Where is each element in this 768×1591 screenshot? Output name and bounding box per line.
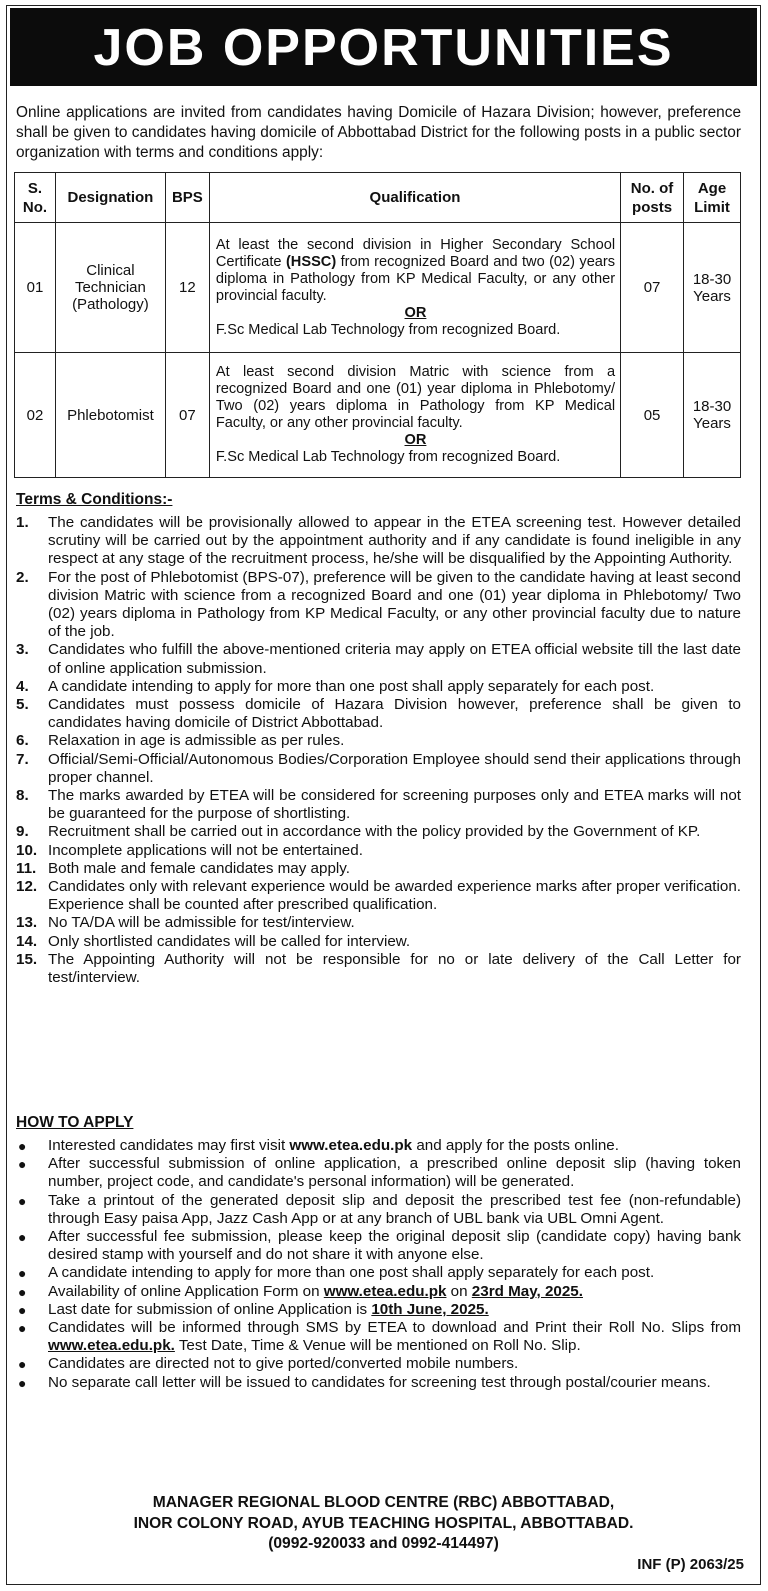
or-separator: OR [404,432,427,448]
bullet-icon: ● [18,1374,27,1391]
list-item: 15. The Appointing Authority will not be responsible for no or late delivery of the Call Letter for test/interview. [16,950,741,987]
how-to-apply-heading: HOW TO APPLY [16,1114,134,1131]
cell-sno: 01 [15,223,56,353]
website-link[interactable]: www.etea.edu.pk [289,1137,413,1154]
list-item: ● After successful fee submission, please keep the original deposit slip (candidate copy) having bank desired stamp with yourself and do not share it with anyone else. [18,1228,741,1264]
list-item: 4. A candidate intending to apply for more than one post shall apply separately for each post. [16,677,655,695]
reference-number: INF (P) 2063/25 [637,1556,744,1573]
contact-footer [16,1493,751,1555]
bullet-icon: ● [18,1301,27,1318]
list-item: ● Last date for submission of online Application is 10th June, 2025. [18,1300,489,1318]
list-item: 11. Both male and female candidates may apply. [16,859,350,877]
bullet-icon: ● [18,1138,27,1154]
bullet-icon: ● [18,1229,27,1246]
bullet-icon: ● [18,1283,27,1300]
cell-age: 18-30 Years [684,223,741,353]
header-designation: Designation [55,173,165,223]
apply-list [16,1137,741,1392]
cell-posts: 07 [621,223,684,353]
footer-line: MANAGER REGIONAL BLOOD CENTRE (RBC) ABBOTTABAD, [152,1494,615,1511]
table-row [15,223,741,353]
cell-designation: Clinical Technician (Pathology) [55,223,165,353]
header-sno: S. No. [15,173,56,223]
list-item: 7. Official/Semi-Official/Autonomous Bodies/Corporation Employee should send their applications through proper channel. [16,750,741,786]
header-qualification: Qualification [209,173,620,223]
website-link[interactable]: www.etea.edu.pk. [48,1337,175,1355]
table-row [15,353,741,478]
list-item: 1. The candidates will be provisionally allowed to appear in the ETEA screening test. However detailed scrutiny will be carried out by the appointment authority and if any candidate is found ineligible in any respect at any stage of the recruitment process, he/she will be disqualified by the Appointing Authority. [16,514,741,568]
terms-heading: Terms & Conditions:- [16,491,173,508]
cell-qualification: At least second division Matric with science from a recognized Board and one (01) year diploma in Phlebotomy/ Two (02) years diploma in Pathology from KP Medical Faculty, or any other provincial faculty. OR F.Sc Medical Lab Technology from recognized Board. [209,353,620,478]
list-item: 10. Incomplete applications will not be entertained. [16,841,363,859]
list-item: 2. For the post of Phlebotomist (BPS-07), preference will be given to the candidate having at least second division Matric with science from a recognized Board and one (01) year diploma in Phlebotomy/ Two (02) years diploma in Pathology from KP Medical Faculty, or any other provincial faculty due to nature of the job. [16,568,741,641]
footer-line: INOR COLONY ROAD, AYUB TEACHING HOSPITAL, ABBOTTABAD. [133,1514,634,1532]
list-item: 3. Candidates who fulfill the above-mentioned criteria may apply on ETEA official website till the last date of online application submission. [16,641,741,677]
cell-sno: 02 [15,353,56,478]
list-item: 13. No TA/DA will be admissible for test/interview. [16,914,355,932]
availability-date: 23rd May, 2025. [471,1282,583,1300]
footer-phone: (0992-920033 and 0992-414497) [268,1535,499,1552]
bullet-icon: ● [18,1192,27,1209]
list-item: 6. Relaxation in age is admissible as per rules. [16,732,345,750]
bullet-icon: ● [18,1156,27,1173]
list-item: 14. Only shortlisted candidates will be called for interview. [16,932,411,950]
bullet-icon: ● [18,1320,27,1337]
cell-posts: 05 [621,353,684,478]
list-item: ● Availability of online Application Form on www.etea.edu.pk on 23rd May, 2025. [18,1282,583,1300]
list-item: 8. The marks awarded by ETEA will be considered for screening purposes only and ETEA marks will not be guaranteed for the purpose of shortlisting. [16,787,741,823]
page-title: JOB OPPORTUNITIES [10,8,757,86]
posts-table [14,172,741,478]
cell-designation: Phlebotomist [55,353,165,478]
list-item: 12. Candidates only with relevant experience would be awarded experience marks after proper verification. Experience shall be counted after prescribed qualification. [16,878,741,914]
list-item: ● Candidates are directed not to give ported/converted mobile numbers. [18,1355,519,1373]
list-item: ● Interested candidates may first visit www.etea.edu.pk and apply for the posts online. [18,1137,619,1154]
list-item: ● After successful submission of online application, a prescribed online deposit slip (having token number, project code, and candidate's personal information) will be generated. [18,1155,741,1191]
cell-qualification: At least the second division in Higher Secondary School Certificate (HSSC) from recognized Board and two (02) years diploma in Pathology from KP Medical Faculty, or any other provincial faculty. OR F.Sc Medical Lab Technology from recognized Board. [209,223,620,353]
list-item: ● Take a printout of the generated deposit slip and deposit the prescribed test fee (non-refundable) through Easy paisa App, Jazz Cash App or at any branch of UBL bank via UBL Omni Agent. [18,1191,741,1227]
cell-bps: 12 [165,223,209,353]
header-bps: BPS [165,173,209,223]
website-link[interactable]: www.etea.edu.pk [323,1282,447,1300]
list-item: ● Candidates will be informed through SMS by ETEA to download and Print their Roll No. Slips from www.etea.edu.pk. Test Date, Time & Venue will be mentioned on Roll No. Slip. [18,1319,741,1355]
table-header-row [15,173,741,223]
list-item: ● A candidate intending to apply for more than one post shall apply separately for each post. [18,1264,655,1282]
or-separator: OR [404,304,427,321]
cell-bps: 07 [165,353,209,478]
header-age: Age Limit [684,173,741,223]
list-item: 9. Recruitment shall be carried out in accordance with the policy provided by the Government of KP. [16,823,701,841]
cell-age: 18-30 Years [684,353,741,478]
header-posts: No. of posts [621,173,684,223]
list-item: 5. Candidates must possess domicile of Hazara Division however, preference shall be given to candidates having domicile of District Abbottabad. [16,696,741,732]
bullet-icon: ● [18,1356,27,1373]
last-date: 10th June, 2025. [371,1300,489,1318]
list-item: ● No separate call letter will be issued to candidates for screening test through postal/courier means. [18,1373,711,1391]
bullet-icon: ● [18,1265,27,1282]
intro-text: Online applications are invited from candidates having Domicile of Hazara Division; however, preference shall be given to candidates having domicile of Abbottabad District for the following posts in a public sector organization with terms and conditions apply: [16,104,741,161]
terms-list [16,514,741,987]
